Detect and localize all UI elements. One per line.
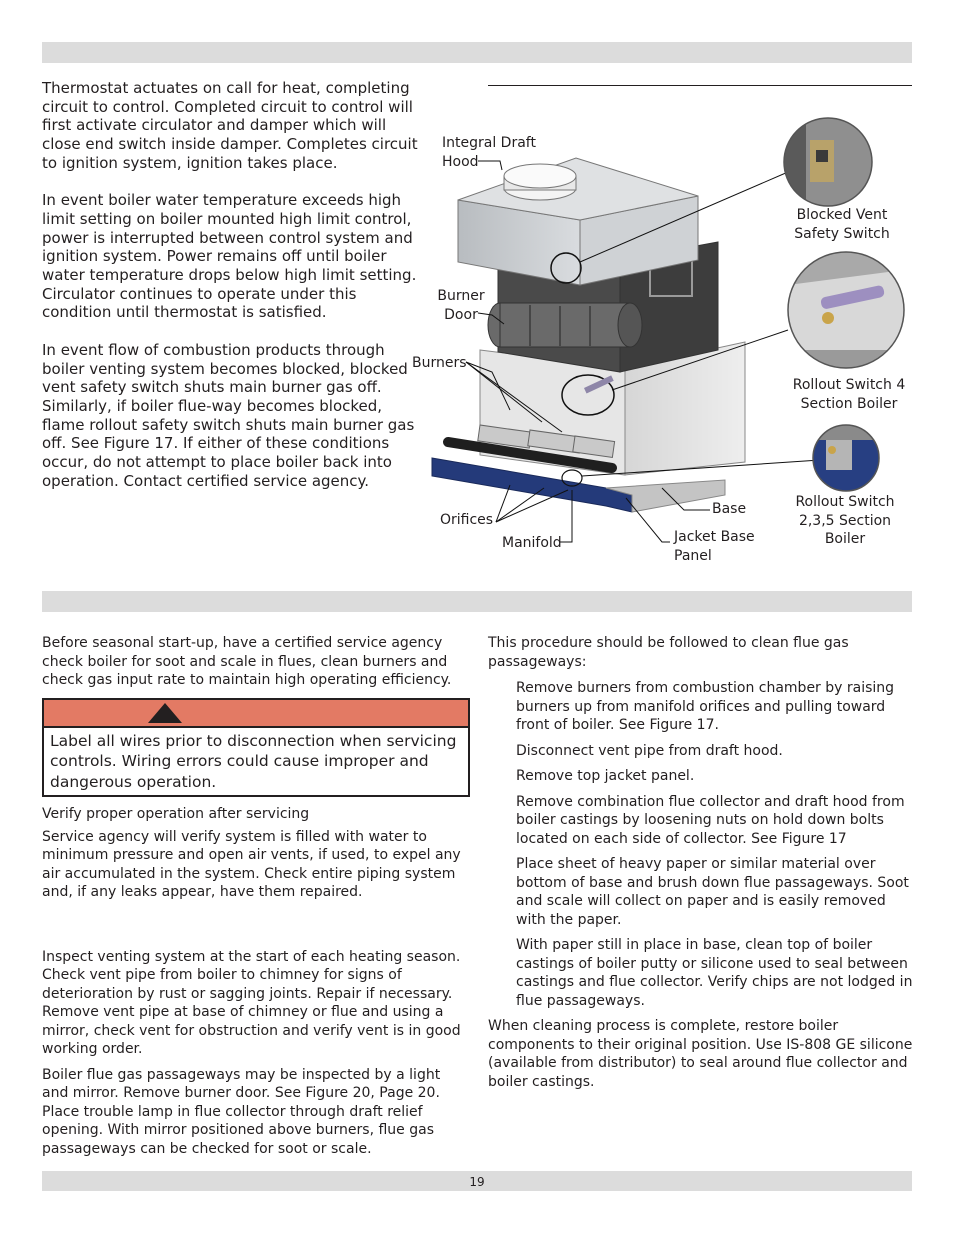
figure-title-rule (488, 85, 912, 86)
verify-heading: Verify proper operation after servicing (42, 806, 310, 822)
section-header-bar-top (42, 42, 912, 63)
section-header-bar-maintenance (42, 591, 912, 612)
rollout-switch-4-photo (788, 252, 904, 368)
step-6: With paper still in place in base, clean top of boiler castings of boiler putty or silicone used to seal between castings and flue collector. Verify chips are not lodged in flue passageways. (516, 937, 913, 1009)
warning-text: Label all wires prior to disconnection when servicing controls. Wiring errors could cause improper and dangerous operation. (50, 731, 457, 791)
label-orifices: Orifices (440, 512, 494, 528)
step-2: Disconnect vent pipe from draft hood. (516, 742, 783, 759)
label-integral-draft-hood: Integral Draft Hood (442, 135, 536, 170)
step-3: Remove top jacket panel. (516, 768, 695, 784)
cleaning-intro: This procedure should be followed to clean flue gas passageways: (488, 635, 849, 670)
warning-triangle-icon (148, 703, 182, 723)
label-burner-door: Burner Door (437, 288, 485, 323)
label-burners: Burners (412, 355, 467, 371)
operation-section (42, 79, 420, 490)
blocked-vent-switch-photo (784, 118, 872, 206)
footer-bar (42, 1171, 912, 1191)
label-rollout-switch-4: Rollout Switch 4 Section Boiler (792, 377, 906, 412)
paragraph-thermostat: Thermostat actuates on call for heat, completing circuit to control. Completed circuit to control will first activate circulator and damper which will close end switch inside damper. Completes circuit to ignition system, ignition takes place. (42, 79, 418, 172)
paragraph-high-limit: In event boiler water temperature exceeds high limit setting on boiler mounted high limit control, power is interrupted between control system and ignition system. Power remains off until boiler water temperature drops below high limit setting. Circulator continues to operate under this condition until thermostat is satisfied. (42, 191, 417, 322)
paragraph-blocked-vent: In event flow of combustion products through boiler venting system becomes blocked, blocked vent safety switch shuts main burner gas off. Similarly, if boiler flue-way becomes blocked, flame rollout safety switch shuts main burner gas off. See Figure 17. If either of these conditions occur, do not attempt to place boiler back into operation. Contact certified service agency. (42, 340, 415, 490)
label-jacket-base-panel: Jacket Base Panel (674, 529, 755, 564)
intro-paragraph: Before seasonal start-up, have a certified service agency check boiler for soot and scale in flues, clean burners and check gas input rate to maintain high operating efficiency. (42, 635, 452, 688)
venting-paragraph: Inspect venting system at the start of each heating season. Check vent pipe from boiler to chimney for signs of deterioration by rust or sagging joints. Repair if necessary. Remove vent pipe at base of chimney or flue and using a mirror, check vent for obstruction and verify vent is in good working order. (42, 948, 461, 1057)
maintenance-left-column (42, 634, 468, 1165)
flue-inspect-paragraph: Boiler flue gas passageways may be inspected by a light and mirror. Remove burner door. See Figure 20, Page 20. Place trouble lamp in flue collector through draft relief opening. With mirror positioned above burners, flue gas passageways can be checked for soot or scale. (42, 1066, 441, 1157)
label-base: Base (712, 501, 747, 517)
label-rollout-switch-235: Rollout Switch 2,3,5 Section Boiler (795, 494, 895, 547)
step-4: Remove combination flue collector and draft hood from boiler castings by loosening nuts on hold down bolts located on each side of collector. See Figure 17 (516, 793, 905, 847)
step-5: Place sheet of heavy paper or similar material over bottom of base and brush down flue passageways. Soot and scale will collect on paper and is easily removed with the paper. (516, 856, 909, 928)
page-number: 19 (469, 1175, 485, 1189)
label-blocked-vent-safety-switch: Blocked Vent Safety Switch (794, 207, 890, 242)
step-1: Remove burners from combustion chamber by raising burners up from manifold orifices and pulling toward front of boiler. See Figure 17. (516, 680, 895, 733)
service-paragraph: Service agency will verify system is filled with water to minimum pressure and open air vents, if used, to expel any air accumulated in the system. Check entire piping system and, if any leaks appear, have them repaired. (42, 828, 461, 900)
closing-paragraph: When cleaning process is complete, restore boiler components to their original position. Use IS-808 GE silicone (available from distributor) to seal around flue collector and boiler castings. (488, 1018, 913, 1090)
label-manifold: Manifold (502, 535, 562, 551)
maintenance-right-column (488, 634, 914, 1098)
rollout-switch-235-photo (812, 424, 880, 492)
warning-header (44, 700, 468, 728)
warning-box (42, 698, 470, 798)
